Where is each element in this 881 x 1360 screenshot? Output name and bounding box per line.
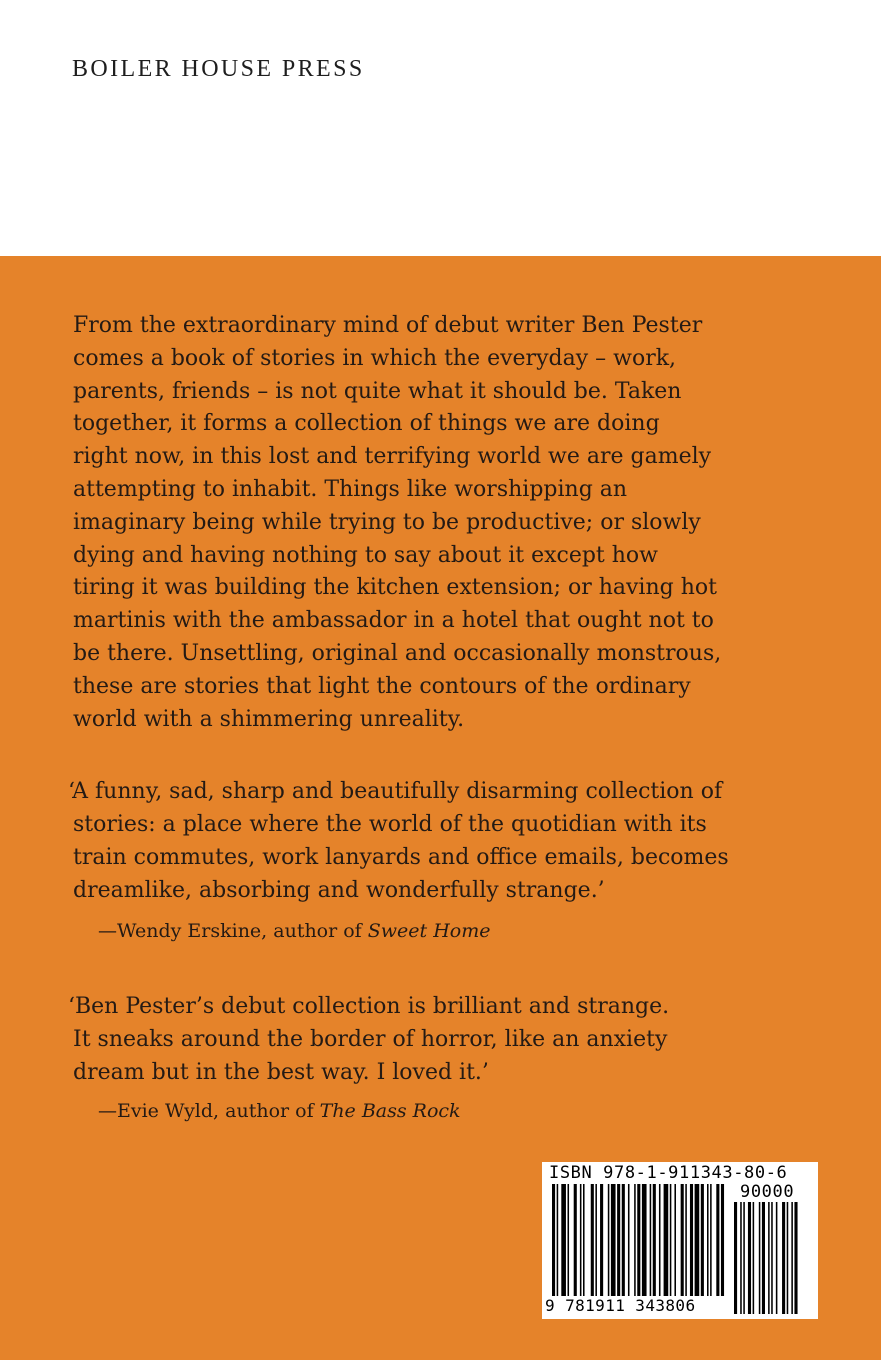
blurb-line: imaginary being while trying to be productive; or slowly <box>73 509 701 535</box>
attribution-author: —Evie Wyld, author of <box>98 1100 320 1122</box>
barcode-bar <box>681 1184 684 1296</box>
blurb-line: martinis with the ambassador in a hotel that ought not to <box>73 608 714 634</box>
barcode-addon-bar <box>743 1202 745 1314</box>
barcode-addon-bar <box>748 1202 751 1314</box>
isbn-barcode <box>542 1162 818 1319</box>
barcode-bar <box>653 1184 656 1296</box>
barcode-bar <box>642 1184 647 1296</box>
blurb-line: world with a shimmering unreality. <box>73 706 465 732</box>
blurb-line: together, it forms a collection of things we are doing <box>73 411 660 437</box>
price-addon-code: 90000 <box>740 1182 795 1202</box>
barcode-bar <box>595 1184 597 1296</box>
barcode-bar <box>574 1184 577 1296</box>
barcode-bar <box>690 1184 693 1296</box>
blurb-line: right now, in this lost and terrifying world we are gamely <box>73 444 712 470</box>
publisher-name: BOILER HOUSE PRESS <box>72 56 365 82</box>
barcode-bar <box>695 1184 700 1296</box>
barcode-bar <box>721 1184 724 1296</box>
barcode-bar <box>670 1184 672 1296</box>
barcode-bar <box>622 1184 625 1296</box>
header-band <box>0 0 881 256</box>
blurb-line: parents, friends – is not quite what it should be. Taken <box>73 378 682 404</box>
barcode-bar <box>664 1184 669 1296</box>
blurb-line: dying and having nothing to say about it except how <box>73 542 659 568</box>
barcode-addon-bar <box>787 1202 789 1314</box>
isbn-label: ISBN 978-1-911343-80-6 <box>549 1163 788 1183</box>
barcode-addon-bar <box>782 1202 785 1314</box>
review-quote-wyld <box>68 990 828 1089</box>
barcode-bar <box>701 1184 704 1296</box>
barcode-bar <box>674 1184 676 1296</box>
blurb-line: From the extraordinary mind of debut writer Ben Pester <box>73 313 703 338</box>
barcode-bar <box>710 1184 712 1296</box>
quote-attribution-erskine <box>98 920 490 942</box>
attribution-book-title: The Bass Rock <box>319 1100 461 1122</box>
barcode-bar <box>561 1184 566 1296</box>
blurb-line: be there. Unsettling, original and occasionally monstrous, <box>73 640 722 666</box>
quote-line: dream but in the best way. I loved it.’ <box>73 1060 489 1085</box>
quote-line: ‘Ben Pester’s debut collection is brilliant and strange. <box>68 994 670 1019</box>
barcode-bar <box>634 1184 636 1296</box>
barcode-addon-bar <box>776 1202 778 1314</box>
barcode-addon-bar <box>768 1202 770 1314</box>
quote-line: train commutes, work lanyards and office emails, becomes <box>73 845 729 870</box>
attribution-book-title: Sweet Home <box>367 920 491 942</box>
barcode-bar <box>552 1184 555 1296</box>
barcode-addon-bar <box>753 1202 755 1314</box>
barcode-bar <box>591 1184 594 1296</box>
barcode-bar <box>707 1184 709 1296</box>
blurb-text <box>73 310 833 736</box>
barcode-bar <box>637 1184 640 1296</box>
blurb-line: comes a book of stories in which the everyday – work, <box>73 345 677 371</box>
barcode-bar <box>583 1184 585 1296</box>
attribution-author: —Wendy Erskine, author of <box>98 920 368 942</box>
barcode-addon-bar <box>759 1202 761 1314</box>
quote-line: ‘A funny, sad, sharp and beautifully disarming collection of <box>68 779 723 804</box>
quote-line: It sneaks around the border of horror, like an anxiety <box>73 1027 668 1052</box>
barcode-bar <box>650 1184 652 1296</box>
barcode-addon-bar <box>771 1202 773 1314</box>
barcode-digits: 9 781911 343806 <box>545 1296 696 1315</box>
barcode-bar <box>628 1184 630 1296</box>
barcode-addon-bar <box>791 1202 793 1314</box>
barcode-bar <box>659 1184 661 1296</box>
barcode-bar <box>580 1184 582 1296</box>
barcode-addon-bar <box>734 1202 737 1314</box>
quote-line: dreamlike, absorbing and wonderfully strange.’ <box>73 878 605 903</box>
barcode-addon-bar <box>740 1202 742 1314</box>
barcode-bar <box>685 1184 687 1296</box>
blurb-line: tiring it was building the kitchen extension; or having hot <box>73 575 717 601</box>
review-quote-erskine <box>68 775 828 907</box>
barcode-addon-bar <box>762 1202 765 1314</box>
quote-line: stories: a place where the world of the quotidian with its <box>73 812 707 837</box>
barcode-bar <box>608 1184 610 1296</box>
quote-attribution-wyld <box>98 1100 461 1122</box>
barcode-bar <box>557 1184 559 1296</box>
barcode-bar <box>617 1184 620 1296</box>
barcode-bar <box>716 1184 719 1296</box>
barcode-bar <box>568 1184 570 1296</box>
barcode-bar <box>611 1184 616 1296</box>
blurb-line: these are stories that light the contours of the ordinary <box>73 673 691 699</box>
barcode-bar <box>600 1184 603 1296</box>
barcode-addon-bar <box>794 1202 797 1314</box>
blurb-line: attempting to inhabit. Things like worshipping an <box>73 476 628 502</box>
